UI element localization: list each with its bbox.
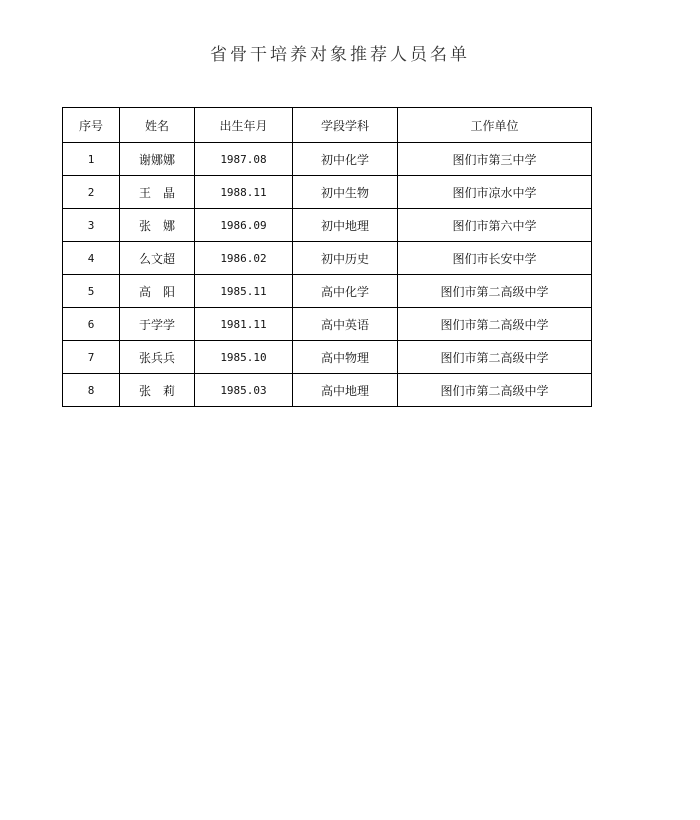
- cell-subject: 初中化学: [293, 143, 398, 176]
- cell-name: 张兵兵: [120, 341, 195, 374]
- cell-birth: 1981.11: [195, 308, 293, 341]
- header-subject: 学段学科: [293, 108, 398, 143]
- header-birth: 出生年月: [195, 108, 293, 143]
- table-row: [63, 143, 592, 176]
- document-title: 省骨干培养对象推荐人员名单: [210, 45, 470, 65]
- cell-unit: 图们市第三中学: [398, 143, 592, 176]
- cell-no: 6: [63, 308, 120, 341]
- cell-birth: 1988.11: [195, 176, 293, 209]
- cell-name: 张 娜: [120, 209, 195, 242]
- cell-birth: 1985.10: [195, 341, 293, 374]
- table-row: [63, 308, 592, 341]
- cell-name: 高 阳: [120, 275, 195, 308]
- cell-subject: 高中物理: [293, 341, 398, 374]
- table-row: [63, 209, 592, 242]
- table-row: [63, 242, 592, 275]
- cell-no: 5: [63, 275, 120, 308]
- cell-unit: 图们市第二高级中学: [398, 308, 592, 341]
- cell-no: 1: [63, 143, 120, 176]
- cell-no: 2: [63, 176, 120, 209]
- cell-subject: 初中历史: [293, 242, 398, 275]
- cell-birth: 1985.11: [195, 275, 293, 308]
- cell-unit: 图们市长安中学: [398, 242, 592, 275]
- table-row: [63, 176, 592, 209]
- cell-unit: 图们市第二高级中学: [398, 374, 592, 407]
- cell-name: 张 莉: [120, 374, 195, 407]
- cell-unit: 图们市第六中学: [398, 209, 592, 242]
- cell-subject: 高中化学: [293, 275, 398, 308]
- table-header-row: [63, 108, 592, 143]
- cell-unit: 图们市第二高级中学: [398, 341, 592, 374]
- header-no: 序号: [63, 108, 120, 143]
- header-name: 姓名: [120, 108, 195, 143]
- table-row: [63, 341, 592, 374]
- cell-subject: 初中地理: [293, 209, 398, 242]
- cell-no: 7: [63, 341, 120, 374]
- cell-unit: 图们市第二高级中学: [398, 275, 592, 308]
- cell-birth: 1986.02: [195, 242, 293, 275]
- cell-name: 么文超: [120, 242, 195, 275]
- cell-name: 谢娜娜: [120, 143, 195, 176]
- cell-no: 4: [63, 242, 120, 275]
- cell-subject: 初中生物: [293, 176, 398, 209]
- cell-birth: 1986.09: [195, 209, 293, 242]
- cell-birth: 1985.03: [195, 374, 293, 407]
- cell-no: 8: [63, 374, 120, 407]
- cell-birth: 1987.08: [195, 143, 293, 176]
- cell-subject: 高中地理: [293, 374, 398, 407]
- cell-subject: 高中英语: [293, 308, 398, 341]
- recommendation-table: [62, 107, 592, 407]
- table-row: [63, 374, 592, 407]
- cell-name: 王 晶: [120, 176, 195, 209]
- cell-name: 于学学: [120, 308, 195, 341]
- cell-unit: 图们市凉水中学: [398, 176, 592, 209]
- header-unit: 工作单位: [398, 108, 592, 143]
- table-row: [63, 275, 592, 308]
- cell-no: 3: [63, 209, 120, 242]
